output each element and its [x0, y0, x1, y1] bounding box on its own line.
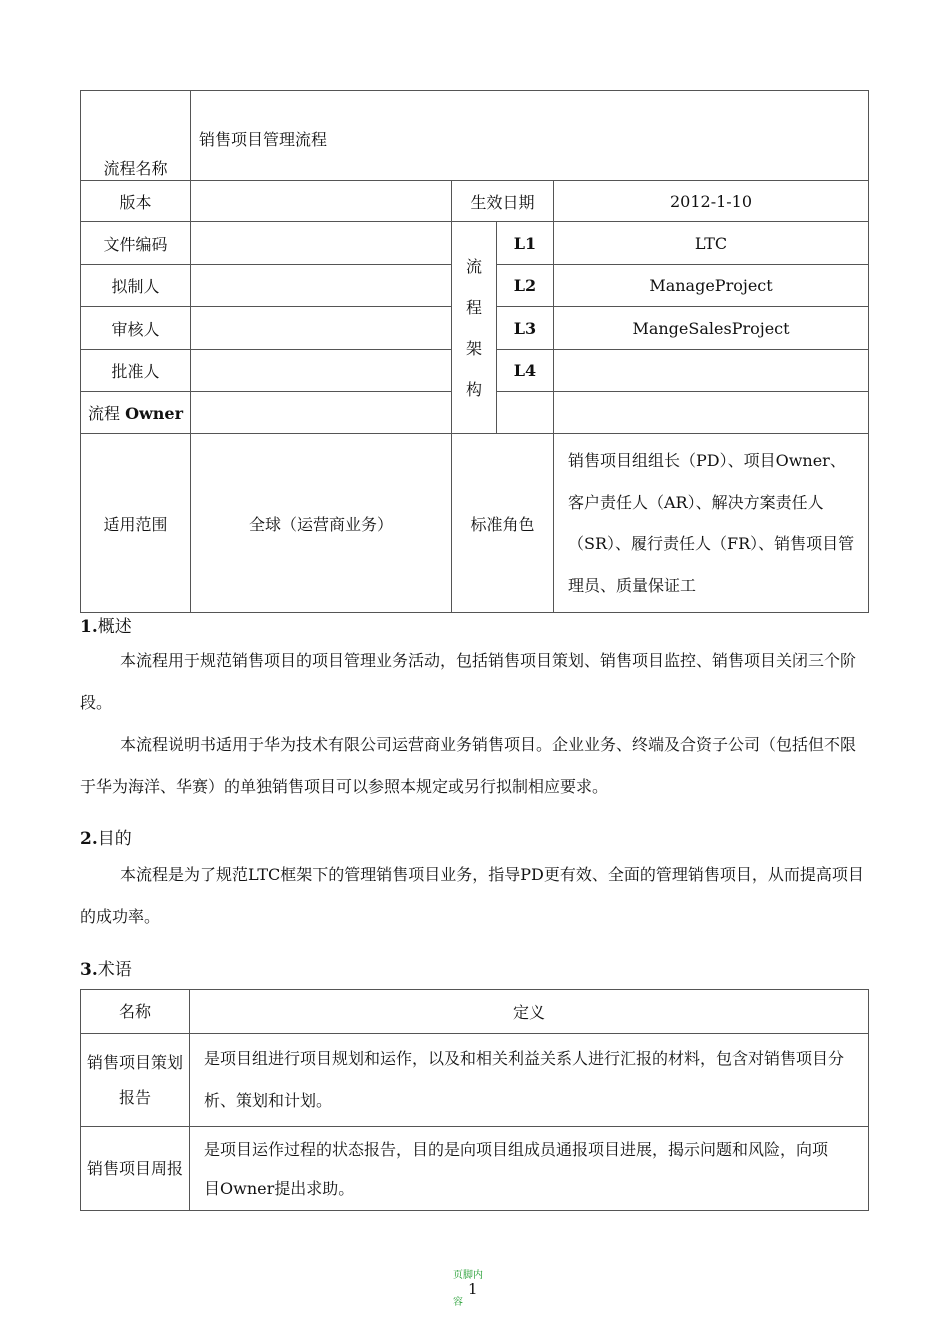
effective-date-value-cell: [554, 181, 869, 222]
term-def-line-2: 目Owner提出求助。: [204, 1178, 355, 1198]
scope-value-cell: [191, 434, 452, 613]
roles-label: 标准角色: [470, 514, 535, 534]
scope-label: 适用范围: [103, 514, 168, 534]
section-3-title: 术语: [97, 960, 132, 980]
reviewer-label: 审核人: [111, 319, 160, 339]
process-name-label: 流程名称: [103, 159, 168, 178]
drafter-label-cell: [81, 265, 191, 307]
file-code-value-cell: [191, 222, 452, 265]
effective-date-label-cell: [452, 181, 554, 222]
drafter-value-cell: [191, 265, 452, 307]
terms-table: [80, 989, 869, 1211]
arch-char: 程: [465, 297, 482, 317]
roles-value-cell: [554, 434, 869, 613]
term-name: 销售项目周报: [87, 1159, 184, 1178]
section-3-number: 3.: [80, 960, 98, 980]
level-l4-cell: [497, 350, 554, 392]
term-def: 是项目组进行项目规划和运作，以及和相关利益关系人进行汇报的材料，包含对销售项目分析、策划和计划。: [204, 1049, 845, 1110]
file-code-label: 文件编码: [103, 234, 168, 254]
scope-value: 全球（运营商业务）: [248, 514, 393, 534]
arch-char: 流: [465, 256, 482, 276]
file-code-label-cell: [81, 222, 191, 265]
level-l3-label: L3: [513, 318, 537, 338]
arch-char: 架: [465, 338, 482, 358]
level-l2-label: L2: [513, 276, 537, 295]
process-architecture-cell: [452, 222, 497, 434]
section-1-paragraph-2: 本流程说明书适用于华为技术有限公司运营商业务销售项目。企业业务、终端及合资子公司（包括但不限于华为海洋、华赛）的单独销售项目可以参照本规定或另行拟制相应要求。: [80, 735, 857, 796]
scope-label-cell: [81, 434, 191, 613]
approver-label-cell: [81, 350, 191, 392]
process-name-label-cell: [81, 91, 191, 181]
page-number: 1: [468, 1280, 478, 1298]
owner-value-cell: [191, 392, 452, 434]
level-l2-value: ManageProject: [649, 276, 773, 295]
terms-header-def-text: 定义: [512, 1003, 545, 1022]
effective-date-label: 生效日期: [470, 192, 535, 212]
level-empty-cell: [497, 392, 554, 434]
term-name-cell: [81, 1034, 190, 1127]
level-l3-value-cell: [554, 307, 869, 350]
process-name-value: 销售项目管理流程: [199, 130, 328, 149]
level-l1-cell: [497, 222, 554, 265]
section-2-heading: [80, 824, 132, 849]
terms-header-name: [81, 990, 190, 1034]
footer-label-bottom: 容: [453, 1297, 463, 1308]
section-3-heading: [80, 955, 132, 980]
reviewer-label-cell: [81, 307, 191, 350]
arch-char: 构: [465, 379, 482, 399]
section-2-paragraph-1: 本流程是为了规范LTC框架下的管理销售项目业务，指导PD更有效、全面的管理销售项目，从而提高项目的成功率。: [80, 865, 864, 926]
drafter-label: 拟制人: [111, 277, 160, 296]
version-label-cell: [81, 181, 191, 222]
approver-label: 批准人: [111, 362, 160, 381]
section-1-paragraph-1: 本流程用于规范销售项目的项目管理业务活动，包括销售项目策划、销售项目监控、销售项目关闭三个阶段。: [80, 651, 857, 712]
footer-label-top: 页脚内: [453, 1270, 483, 1281]
level-l4-value-cell: [554, 350, 869, 392]
section-1-title: 概述: [97, 617, 132, 637]
level-l1-value: LTC: [694, 233, 728, 253]
version-value-cell: [191, 181, 452, 222]
term-def-cell: [190, 1034, 869, 1127]
version-label: 版本: [119, 192, 152, 212]
section-2-title: 目的: [97, 829, 132, 849]
level-l2-cell: [497, 265, 554, 307]
table-row: [81, 1127, 869, 1211]
owner-label-prefix: 流程: [87, 404, 120, 423]
level-l3-value: MangeSalesProject: [632, 318, 790, 338]
level-l1-label: L1: [513, 233, 537, 253]
owner-label-cell: [81, 392, 191, 434]
term-name-cell: [81, 1127, 190, 1211]
terms-header-def: [190, 990, 869, 1034]
approver-value-cell: [191, 350, 452, 392]
process-name-value-cell: [191, 91, 869, 181]
section-1-heading: [80, 612, 132, 637]
term-def-line-1: 是项目运作过程的状态报告，目的是向项目组成员通报项目进展，揭示问题和风险，向项: [204, 1139, 829, 1159]
level-l2-value-cell: [554, 265, 869, 307]
roles-label-cell: [452, 434, 554, 613]
level-l4-label: L4: [513, 361, 537, 380]
effective-date-value: 2012-1-10: [669, 191, 753, 211]
term-def-cell: [190, 1127, 869, 1211]
term-name: 销售项目策划报告: [87, 1053, 184, 1107]
terms-header-name-text: 名称: [118, 1002, 151, 1021]
process-info-table: [80, 90, 869, 613]
level-empty-value-cell: [554, 392, 869, 434]
table-row: [81, 1034, 869, 1127]
level-l1-value-cell: [554, 222, 869, 265]
owner-label-bold: Owner: [125, 404, 184, 423]
section-2-number: 2.: [80, 829, 98, 849]
roles-value: 销售项目组组长（PD）、项目Owner、客户责任人（AR）、解决方案责任人（SR）、履行责任人（FR）、销售项目管理员、质量保证工: [568, 451, 855, 595]
reviewer-value-cell: [191, 307, 452, 350]
section-1-number: 1.: [80, 617, 98, 637]
level-l3-cell: [497, 307, 554, 350]
